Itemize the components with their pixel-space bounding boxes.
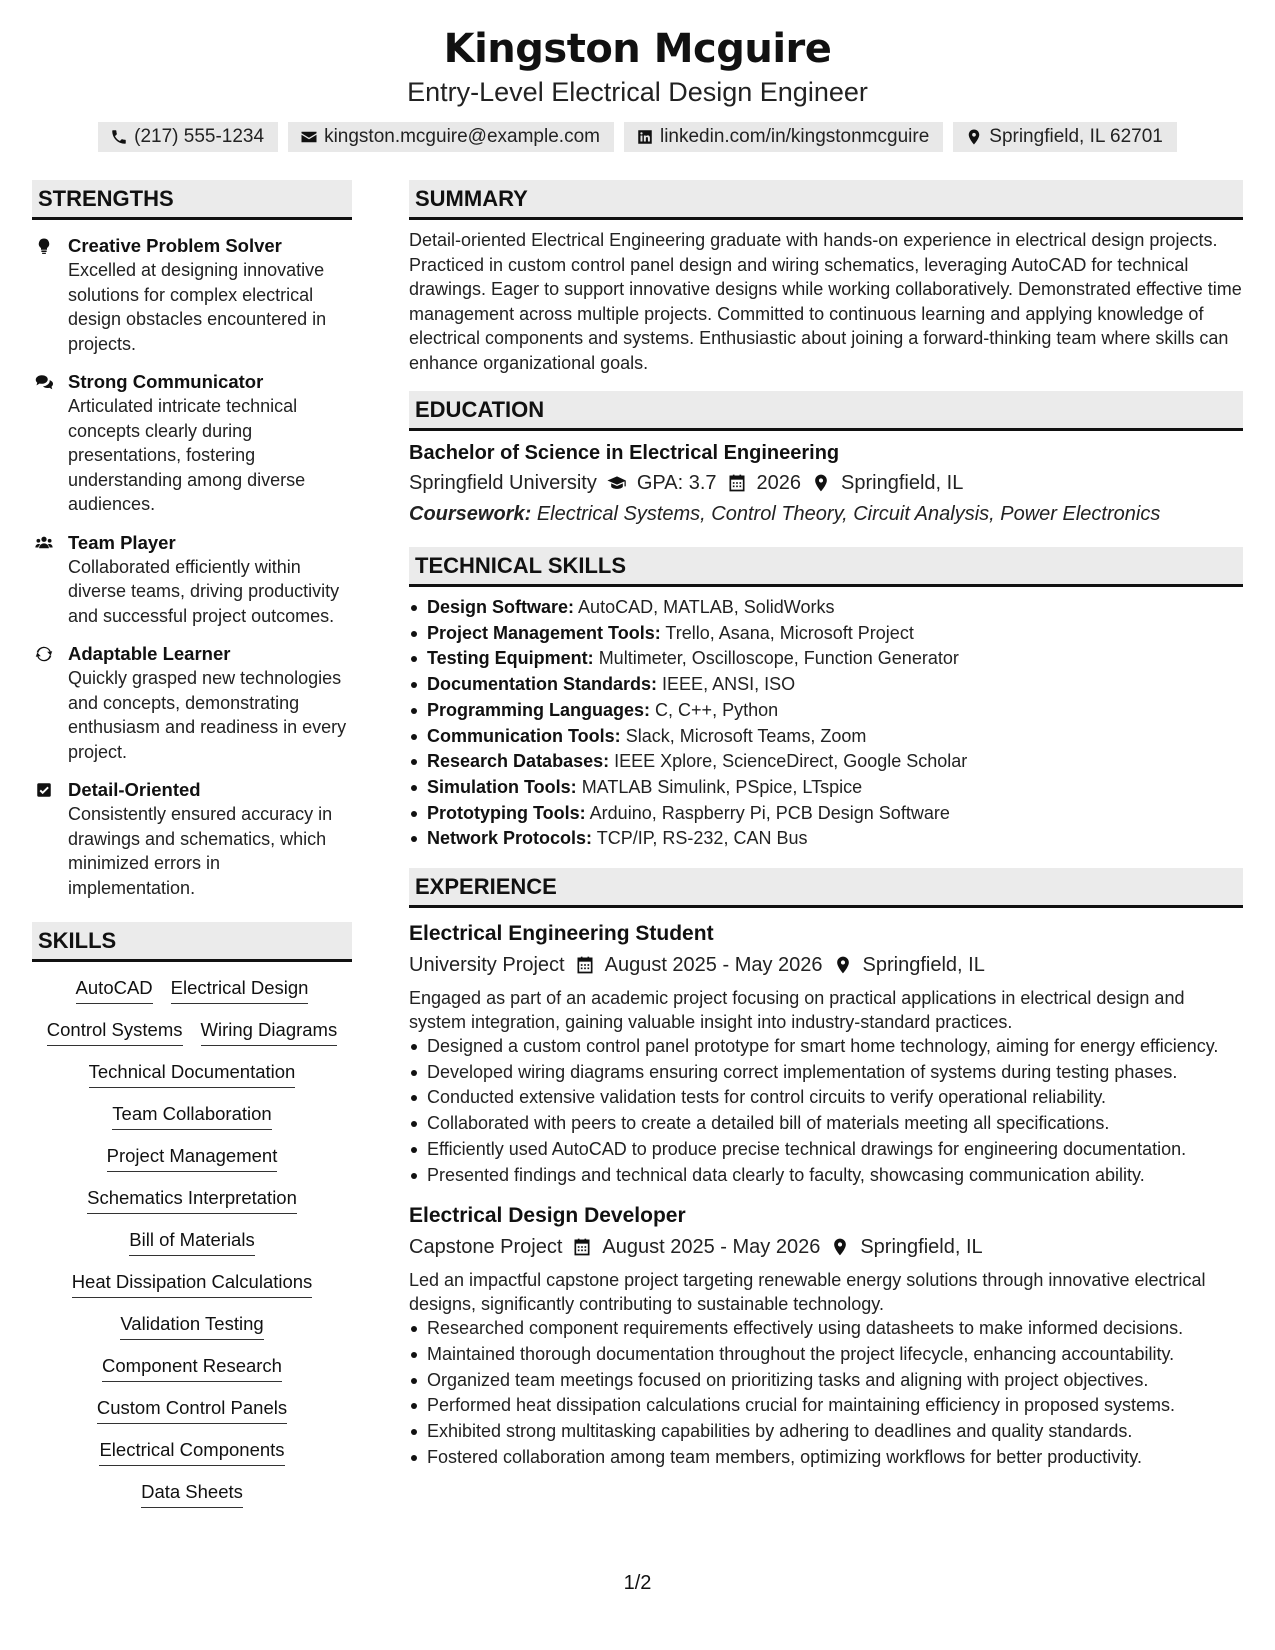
phone-text: (217) 555-1234 <box>134 126 265 147</box>
skill-tag: Custom Control Panels <box>97 1396 287 1424</box>
tech-skill-label: Simulation Tools: <box>427 776 577 797</box>
tech-skill-value: MATLAB Simulink, PSpice, LTspice <box>581 776 863 797</box>
list-item <box>409 698 1243 724</box>
tech-skill-value: AutoCAD, MATLAB, SolidWorks <box>578 597 835 617</box>
strength-desc: Excelled at designing innovative solutions for complex electrical design obstacles encountered in projects. <box>68 260 327 354</box>
job-title: Electrical Design Developer <box>409 1204 686 1228</box>
tech-skill-label: Documentation Standards: <box>427 674 658 695</box>
candidate-name: Kingston Mcguire <box>443 26 832 72</box>
list-item <box>409 724 1243 750</box>
education-heading: EDUCATION <box>409 391 1243 431</box>
school-name: Springfield University <box>409 472 597 494</box>
skill-tag: Project Management <box>107 1144 278 1172</box>
linkedin-text[interactable]: linkedin.com/in/kingstonmcguire <box>659 126 930 147</box>
strength-item <box>32 370 352 517</box>
list-item: Performed heat dissipation calculations crucial for maintaining efficiency in proposed systems. <box>409 1393 1243 1419</box>
list-item: Maintained thorough documentation throughout the project lifecycle, enhancing accountability. <box>409 1342 1243 1368</box>
job-org: Capstone Project <box>409 1236 563 1259</box>
skill-tag: Schematics Interpretation <box>87 1186 297 1214</box>
degree-name: Bachelor of Science in Electrical Engineering <box>409 442 840 464</box>
job-meta <box>409 950 1243 980</box>
skill-tag: Electrical Design <box>171 976 309 1004</box>
job-meta <box>409 1232 1243 1262</box>
tech-skill-value: Arduino, Raspberry Pi, PCB Design Software <box>589 802 950 823</box>
map-pin-icon <box>830 1237 850 1257</box>
strength-item <box>32 234 352 356</box>
skills-cloud <box>32 976 352 1508</box>
skill-tag: AutoCAD <box>76 976 153 1004</box>
summary-heading: SUMMARY <box>409 180 1243 220</box>
strength-item <box>32 778 352 900</box>
tech-skill-value: IEEE, ANSI, ISO <box>662 674 796 695</box>
tech-skill-label: Design Software: <box>427 597 575 617</box>
list-item <box>409 595 1243 621</box>
strength-item <box>32 642 352 764</box>
technical-skills-list <box>409 595 1243 852</box>
experience-heading: EXPERIENCE <box>409 868 1243 908</box>
tech-skill-label: Testing Equipment: <box>427 648 594 669</box>
map-pin-icon <box>811 473 831 493</box>
list-item: Exhibited strong multitasking capabilities by adhering to deadlines and quality standards. <box>409 1419 1243 1445</box>
list-item <box>409 775 1243 801</box>
tech-skill-value: Multimeter, Oscilloscope, Function Generator <box>598 648 959 669</box>
skill-tag: Team Collaboration <box>112 1102 271 1130</box>
strength-desc: Quickly grasped new technologies and concepts, demonstrating enthusiasm and readiness in every project. <box>68 668 347 762</box>
envelope-icon <box>300 128 318 146</box>
page-number: 1/2 <box>623 1572 652 1594</box>
strength-desc: Consistently ensured accuracy in drawings and schematics, which minimized errors in implementation. <box>68 804 333 898</box>
list-item: Efficiently used AutoCAD to produce precise technical drawings for engineering documentation. <box>409 1137 1243 1163</box>
skill-tag: Validation Testing <box>120 1312 263 1340</box>
skill-tag: Technical Documentation <box>89 1060 296 1088</box>
job-entry <box>409 1202 1243 1470</box>
strengths-heading: STRENGTHS <box>32 180 352 220</box>
comments-icon <box>34 373 54 391</box>
check-square-icon <box>34 781 54 799</box>
list-item: Developed wiring diagrams ensuring correct implementation of systems during testing phases. <box>409 1060 1243 1086</box>
job-org: University Project <box>409 954 565 977</box>
skill-tag: Control Systems <box>47 1018 183 1046</box>
gpa-text: GPA: 3.7 <box>636 472 717 494</box>
list-item: Researched component requirements effectively using datasheets to make informed decisions. <box>409 1316 1243 1342</box>
tech-skill-value: TCP/IP, RS-232, CAN Bus <box>596 828 808 849</box>
contact-phone <box>98 122 278 152</box>
strength-name: Team Player <box>68 531 176 553</box>
graduation-year: 2026 <box>756 472 802 494</box>
list-item <box>409 621 1243 647</box>
school-location: Springfield, IL <box>841 472 964 494</box>
list-item: Presented findings and technical data clearly to faculty, showcasing communication ability. <box>409 1163 1243 1189</box>
sync-icon <box>34 645 54 663</box>
skill-tag: Bill of Materials <box>129 1228 254 1256</box>
list-item: Conducted extensive validation tests for control circuits to verify operational reliability. <box>409 1085 1243 1111</box>
contact-email[interactable] <box>288 122 614 152</box>
list-item <box>409 646 1243 672</box>
job-dates: August 2025 - May 2026 <box>604 954 823 977</box>
tech-skill-label: Research Databases: <box>427 751 610 772</box>
job-entry <box>409 920 1243 1188</box>
list-item: Organized team meetings focused on prioritizing tasks and aligning with project objectives. <box>409 1368 1243 1394</box>
contact-location <box>953 122 1177 152</box>
strength-desc: Collaborated efficiently within diverse teams, driving productivity and successful project outcomes. <box>68 556 340 626</box>
job-location: Springfield, IL <box>860 1236 983 1259</box>
skill-tag: Wiring Diagrams <box>201 1018 338 1046</box>
calendar-icon <box>727 473 747 493</box>
users-icon <box>34 534 54 552</box>
education-meta <box>409 468 1243 498</box>
resume-header <box>0 22 1275 152</box>
contact-bar <box>0 122 1275 152</box>
job-description: Engaged as part of an academic project focusing on practical applications in electrical design and system integration, gaining valuable insight into industry-standard practices. <box>409 988 1185 1033</box>
job-description: Led an impactful capstone project targeting renewable energy solutions through innovative electrical designs, significantly contributing to sustainable technology. <box>409 1270 1206 1315</box>
contact-linkedin[interactable] <box>624 122 943 152</box>
email-text[interactable]: kingston.mcguire@example.com <box>324 126 600 147</box>
strength-item <box>32 531 352 629</box>
skills-heading: SKILLS <box>32 922 352 962</box>
skill-tag: Heat Dissipation Calculations <box>72 1270 313 1298</box>
tech-skill-label: Prototyping Tools: <box>427 802 586 823</box>
strength-name: Detail-Oriented <box>68 779 201 800</box>
skill-tag: Electrical Components <box>99 1438 284 1466</box>
job-bullets <box>409 1316 1243 1470</box>
calendar-icon <box>572 1237 592 1257</box>
tech-skill-label: Project Management Tools: <box>427 622 661 643</box>
strength-name: Creative Problem Solver <box>68 235 282 256</box>
tech-skill-value: C, C++, Python <box>655 699 779 720</box>
skill-tag: Component Research <box>102 1354 282 1382</box>
job-location: Springfield, IL <box>862 954 985 977</box>
job-title: Electrical Engineering Student <box>409 922 714 946</box>
coursework <box>409 499 1243 529</box>
candidate-title: Entry-Level Electrical Design Engineer <box>407 77 868 107</box>
list-item <box>409 749 1243 775</box>
tech-skill-label: Communication Tools: <box>427 725 621 746</box>
job-dates: August 2025 - May 2026 <box>602 1236 821 1259</box>
coursework-label: Coursework: <box>409 503 532 525</box>
technical-skills-heading: TECHNICAL SKILLS <box>409 547 1243 587</box>
job-bullets <box>409 1034 1243 1188</box>
location-text: Springfield, IL 62701 <box>989 126 1163 147</box>
tech-skill-label: Programming Languages: <box>427 699 651 720</box>
list-item <box>409 826 1243 852</box>
map-pin-icon <box>833 955 853 975</box>
list-item <box>409 672 1243 698</box>
phone-icon <box>110 128 128 146</box>
list-item: Collaborated with peers to create a detailed bill of materials meeting all specifications. <box>409 1111 1243 1137</box>
graduation-cap-icon <box>607 473 627 493</box>
map-pin-icon <box>965 128 983 146</box>
strength-desc: Articulated intricate technical concepts clearly during presentations, fostering understanding among diverse audiences. <box>68 396 306 514</box>
calendar-icon <box>575 955 595 975</box>
strength-name: Adaptable Learner <box>68 643 231 664</box>
coursework-list: Electrical Systems, Control Theory, Circuit Analysis, Power Electronics <box>536 503 1161 525</box>
skill-tag: Data Sheets <box>141 1480 243 1508</box>
right-column <box>409 180 1243 1470</box>
linkedin-icon <box>636 128 654 146</box>
tech-skill-label: Network Protocols: <box>427 828 593 849</box>
strength-name: Strong Communicator <box>68 371 264 392</box>
left-column <box>32 180 352 1508</box>
tech-skill-value: Trello, Asana, Microsoft Project <box>665 622 914 643</box>
lightbulb-icon <box>34 237 54 255</box>
tech-skill-value: Slack, Microsoft Teams, Zoom <box>625 725 867 746</box>
summary-text: Detail-oriented Electrical Engineering graduate with hands-on experience in electrical design projects. Practiced in custom control panel design and wiring schematics, leveraging AutoCAD for technical drawings. Eager to support innovative designs while working collaboratively. Demonstrated effective time management across multiple projects. Committed to continuous learning and applying knowledge of electrical components and systems. Enthusiastic about joining a forward-thinking team where skills can enhance organizational goals. <box>409 230 1242 373</box>
list-item: Designed a custom control panel prototype for smart home technology, aiming for energy efficiency. <box>409 1034 1243 1060</box>
tech-skill-value: IEEE Xplore, ScienceDirect, Google Scholar <box>614 751 968 772</box>
list-item: Fostered collaboration among team members, optimizing workflows for better productivity. <box>409 1445 1243 1471</box>
list-item <box>409 801 1243 827</box>
